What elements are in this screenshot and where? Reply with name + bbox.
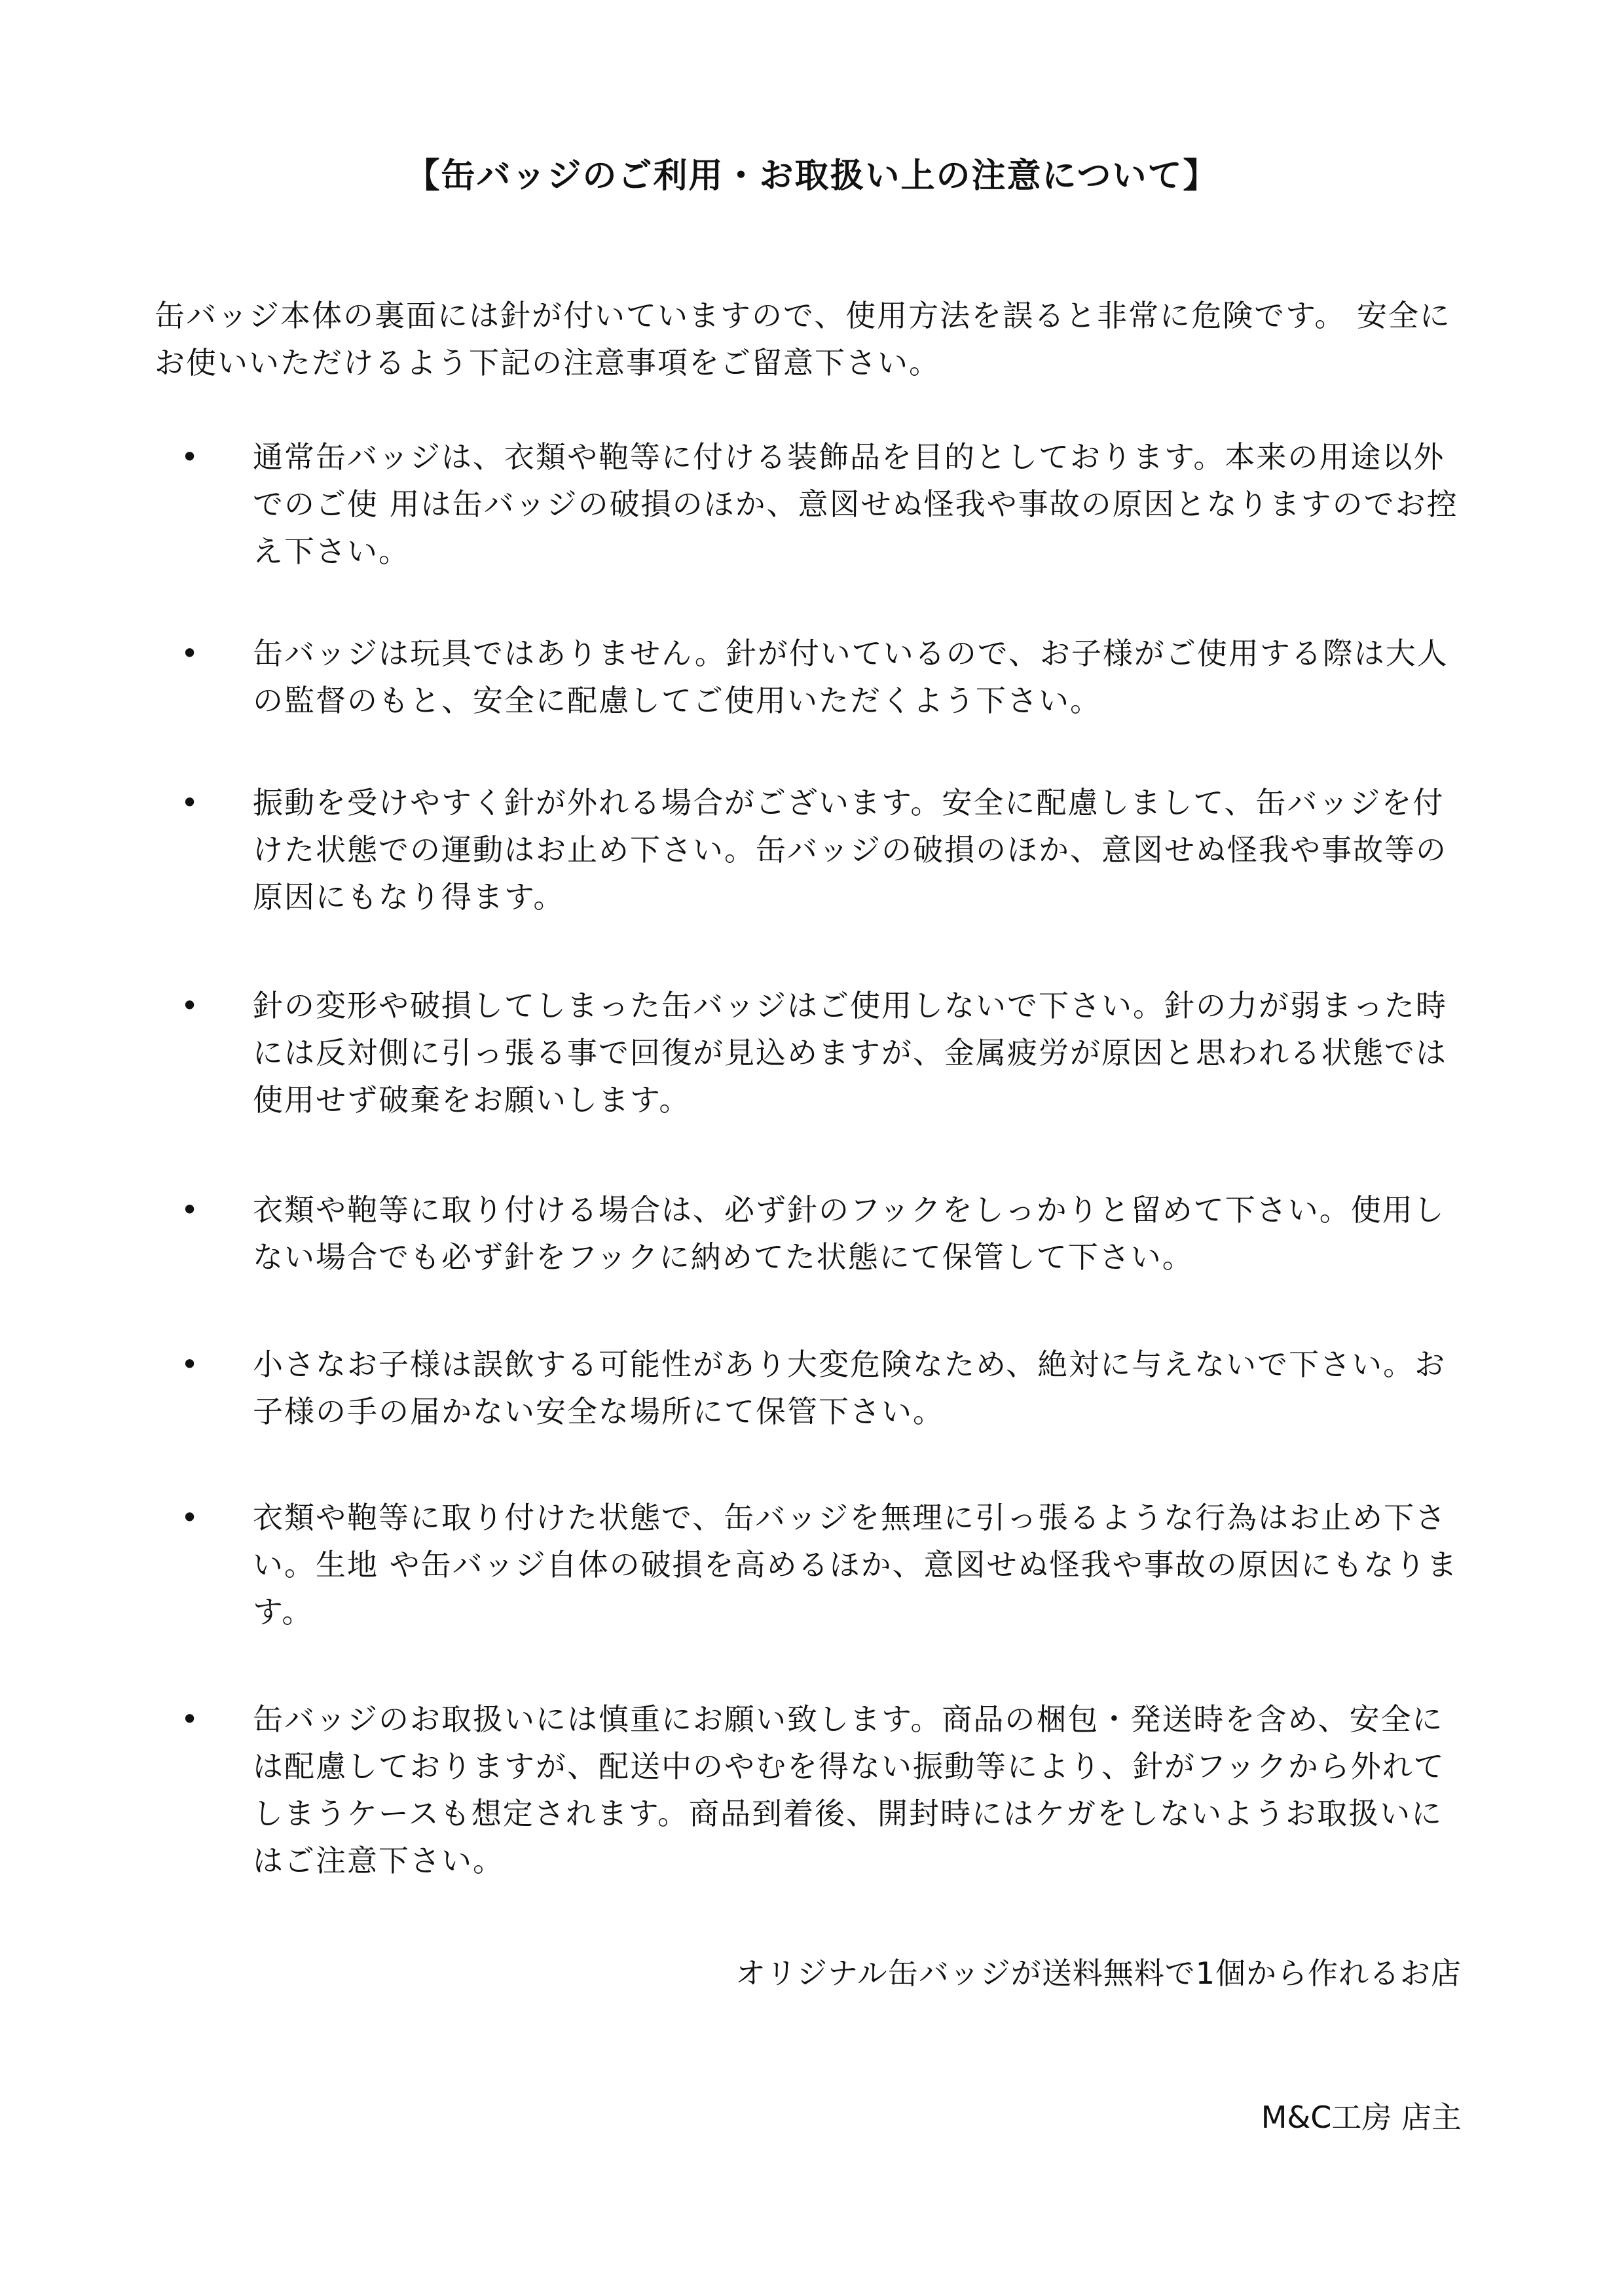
shop-signature: M&C工房 店主 (1261, 2100, 1462, 2135)
list-item-text: 振動を受けやすく針が外れる場合がございます。安全に配慮しまして、缶バッジを付けた状態での運動はお止め下さい。缶バッジの破損のほか、意図せぬ怪我や事故等の原因にもなり得ます。 (253, 785, 1447, 915)
bullet-icon: • (181, 988, 199, 1023)
list-item-text: 缶バッジのお取扱いには慎重にお願い致します。商品の梱包・発送時を含め、安全には配慮しておりますが、配送中のやむを得ない振動等により、針がフックから外れてしまうケースも想定されます。商品到着後、開封時にはケガをしないようお取扱いにはご注意下さい。 (253, 1702, 1445, 1878)
shop-tagline: オリジナル缶バッジが送料無料で1個から作れるお店 (735, 1956, 1462, 1991)
bullet-icon: • (181, 1500, 199, 1535)
list-item-text: 衣類や鞄等に取り付けた状態で、缶バッジを無理に引っ張るような行為はお止め下さい。生地 や缶バッジ自体の破損を高めるほか、意図せぬ怪我や事故の原因にもなります。 (253, 1500, 1458, 1630)
list-item-text: 小さなお子様は誤飲する可能性があり大変危険なため、絶対に与えないで下さい。お子様の手の届かない安全な場所にて保管下さい。 (253, 1347, 1447, 1429)
list-item-text: 缶バッジは玩具ではありません。針が付いているので、お子様がご使用する際は大人の監督のもと、安全に配慮してご使用いただくよう下さい。 (253, 636, 1449, 718)
bullet-icon: • (181, 1347, 199, 1382)
list-item-text: 通常缶バッジは、衣類や鞄等に付ける装飾品を目的としております。本来の用途以外でのご使 用は缶バッジの破損のほか、意図せぬ怪我や事故の原因となりますのでお控え下さい。 (253, 439, 1458, 569)
list-item-text: 衣類や鞄等に取り付ける場合は、必ず針のフックをしっかりと留めて下さい。使用しない場合でも必ず針をフックに納めてた状態にて保管して下さい。 (253, 1192, 1445, 1275)
bullet-icon: • (181, 1702, 199, 1737)
intro-paragraph: 缶バッジ本体の裏面には針が付いていますので、使用方法を誤ると非常に危険です。 安全にお使いいただけるよう下記の注意事項をご留意下さい。 (155, 298, 1452, 380)
bullet-icon: • (181, 785, 199, 820)
bullet-icon: • (181, 439, 199, 475)
bullet-icon: • (181, 636, 199, 671)
list-item-text: 針の変形や破損してしまった缶バッジはご使用しないで下さい。針の力が弱まった時には反対側に引っ張る事で回復が見込めますが、金属疲労が原因と思われる状態では使用せず破棄をお願いします。 (253, 988, 1447, 1118)
page-title: 【缶バッジのご利用・お取扱い上の注意について】 (405, 156, 1219, 196)
bullet-icon: • (181, 1192, 199, 1228)
